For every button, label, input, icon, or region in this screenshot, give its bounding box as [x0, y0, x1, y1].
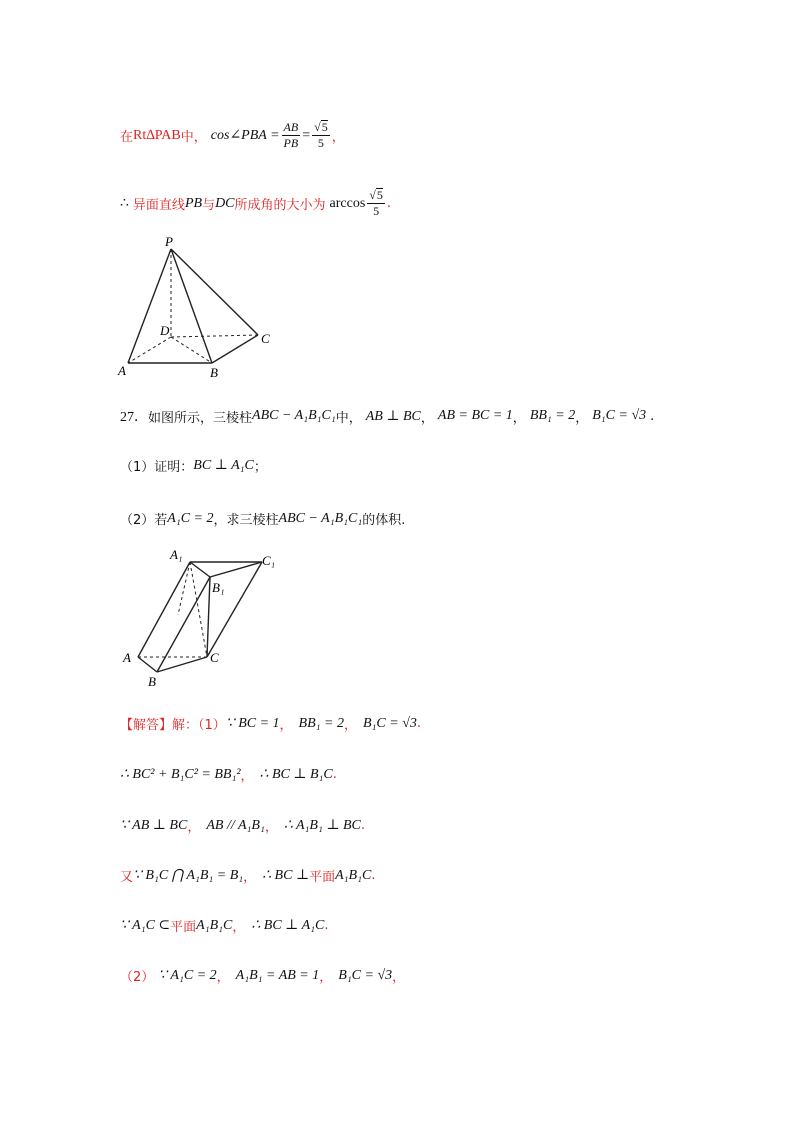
step3-expr-b: AB // A₁B₁: [206, 817, 265, 833]
solution-step-4: [120, 866, 375, 885]
separator: ，: [420, 410, 434, 426]
comma: ，: [319, 970, 333, 985]
solution-step-2: [120, 765, 337, 784]
segment-pb: PB: [184, 195, 203, 211]
semicolon: ；: [253, 460, 267, 475]
step2-expr: ∴ BC² + B₁C² = BB₁²: [120, 767, 241, 782]
text-plane: 平面: [170, 920, 197, 935]
solution-line-cos: [120, 120, 345, 151]
comma: ，: [279, 718, 293, 733]
step5-expr-c: ∴ BC ⊥ A₁C: [251, 918, 325, 933]
step1-expr-b: BB₁ = 2: [298, 715, 344, 731]
text-prefix: 在: [120, 130, 134, 145]
text-and: 与: [202, 198, 216, 213]
label-C: C: [261, 331, 270, 346]
period: .: [324, 918, 329, 933]
solution-step-3: [120, 816, 365, 835]
separator: ，: [575, 410, 589, 426]
step6-expr-c: B₁C = √3: [338, 967, 393, 983]
part2-label: （2）若: [120, 513, 168, 528]
step1-expr: ∵ BC = 1: [225, 716, 280, 731]
solution-step-1: [120, 714, 421, 733]
segment-dc: DC: [215, 195, 235, 211]
part2-end: 的体积.: [362, 513, 406, 528]
label-B1: B₁: [212, 580, 225, 595]
label-A: A: [118, 363, 126, 378]
step4-plane-name: A₁B₁C: [335, 867, 372, 883]
period: .: [650, 408, 655, 424]
label-A: A: [123, 650, 131, 665]
equals-sign: =: [302, 127, 311, 143]
comma: ，: [331, 130, 345, 145]
fraction-arccos: √ 5 5: [369, 188, 383, 218]
text-skew-lines: 异面直线: [132, 198, 185, 213]
label-D: D: [160, 323, 170, 338]
comma: ，: [187, 820, 201, 835]
condition-2: AB = BC = 1: [437, 408, 513, 423]
step6-expr-b: A₁B₁ = AB = 1: [235, 967, 320, 983]
separator: ，: [512, 410, 526, 426]
solution-header: 【解答】解：（1）: [120, 718, 226, 733]
step5-plane-name: A₁B₁C: [196, 917, 233, 933]
comma: ，: [232, 920, 246, 935]
question-text-zhong: 中，: [335, 410, 362, 426]
cos-expression: cos∠PBA =: [210, 128, 280, 143]
fraction-ab-pb: $\frac{AB}{PB}$: [283, 120, 299, 150]
label-B: B: [210, 365, 218, 380]
comma: ，: [264, 820, 278, 835]
label-C1: C₁: [262, 553, 276, 568]
step4-expr: ∵ B₁C ⋂ A₁B₁ = B₁: [133, 868, 244, 883]
period: .: [360, 818, 366, 833]
prism-name: ABC − A₁B₁C₁: [252, 408, 336, 423]
prism-name: ABC − A₁B₁C₁: [278, 510, 363, 526]
step5-expr: ∵ A₁C ⊂: [120, 918, 171, 933]
text-suffix: 中，: [180, 130, 207, 145]
question-27-part1: [120, 456, 267, 475]
step3-expr: ∵ AB ⊥ BC: [120, 818, 188, 833]
text-plane: 平面: [309, 870, 336, 885]
label-C: C: [210, 650, 219, 665]
condition-3: BB₁ = 2: [529, 408, 576, 423]
question-text: 如图所示，三棱柱: [148, 410, 253, 426]
question-27: [120, 406, 654, 426]
step6-expr: ∵ A₁C = 2: [158, 968, 217, 983]
part2-label: （2）: [120, 970, 155, 985]
prism-figure: [118, 545, 288, 690]
solution-line-angle: [120, 188, 391, 219]
therefore-symbol: ∴: [120, 196, 129, 211]
label-B: B: [148, 674, 156, 689]
text-angle-is: 所成角的大小为: [234, 198, 326, 213]
pyramid-figure: [115, 235, 280, 380]
comma: ，: [240, 769, 254, 784]
triangle-label: Rt∆PAB: [133, 127, 181, 143]
arccos-label: arccos: [329, 195, 366, 211]
part1-expression: BC ⊥ A₁C: [193, 458, 254, 473]
solution-step-6: [120, 966, 405, 985]
step4-expr-b: ∴ BC ⊥: [262, 868, 310, 883]
comma: ，: [343, 718, 357, 733]
comma: ，: [243, 870, 257, 885]
question-number: 27．: [120, 410, 148, 425]
part2-text: ，求三棱柱: [213, 513, 279, 528]
question-27-part2: [120, 509, 405, 528]
comma: ，: [216, 970, 230, 985]
label-P: P: [165, 235, 173, 249]
step3-expr-c: ∴ A₁B₁ ⊥ BC: [283, 818, 361, 833]
step1-expr-c: B₁C = √3: [362, 715, 417, 731]
period: .: [371, 868, 376, 883]
period: .: [332, 767, 337, 782]
fraction-sqrt5-5: √ 5 5: [314, 120, 328, 150]
period: .: [416, 716, 422, 731]
period: .: [386, 196, 392, 211]
comma: ，: [392, 970, 406, 985]
text-also: 又: [120, 870, 134, 885]
part2-expression: A₁C = 2: [167, 510, 214, 526]
solution-step-5: [120, 916, 328, 935]
label-A1: A₁: [170, 547, 183, 562]
step2-expr-b: ∴ BC ⊥ B₁C: [259, 767, 333, 782]
condition-4: B₁C = √3: [592, 408, 647, 423]
condition-1: AB ⊥ BC: [365, 408, 421, 424]
part1-label: （1）证明：: [120, 460, 194, 475]
